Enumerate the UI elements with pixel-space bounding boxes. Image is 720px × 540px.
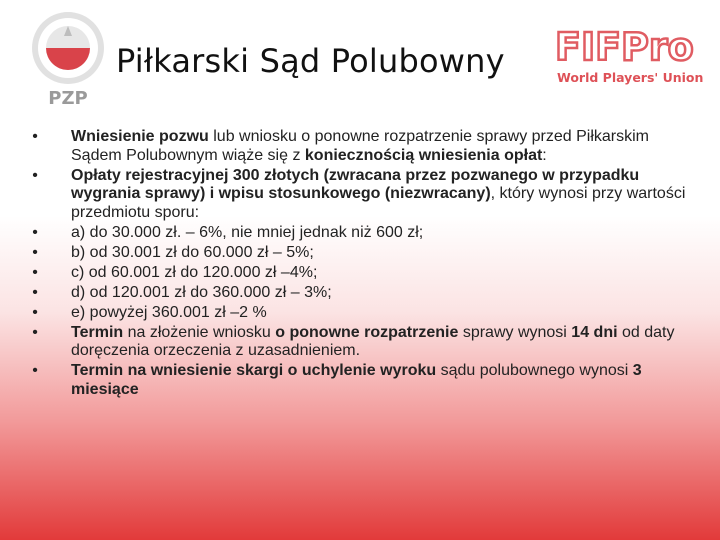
bullet-text: lub wniosku o ponowne rozpatrzenie sprawy przed Piłkarskim Sądem Polubownym wiąże się z bbox=[71, 128, 649, 164]
bullet-item bbox=[28, 264, 688, 283]
bullet-text-bold: Termin na wniesienie skargi o uchylenie wyroku bbox=[71, 362, 437, 379]
bullet-marker: • bbox=[32, 362, 38, 379]
pzp-logo-text: PZP bbox=[48, 88, 88, 108]
bullet-text-bold: 3 miesiące bbox=[71, 362, 642, 398]
bullet-marker: • bbox=[32, 323, 38, 341]
bullet-text-bold: Termin bbox=[71, 323, 124, 341]
bullet-text: b) od 30.001 zł do 60.000 zł – 5%; bbox=[71, 243, 314, 261]
bullet-text: od daty doręczenia orzeczenia z uzasadnieniem. bbox=[71, 323, 675, 359]
fifpro-logo-sub: World Players' Union bbox=[557, 70, 704, 85]
bullet-text-bold: Wniesienie pozwu bbox=[71, 128, 209, 145]
bullet-marker: • bbox=[32, 303, 38, 321]
bullet-item bbox=[28, 224, 688, 243]
bullet-item bbox=[28, 128, 688, 165]
bullet-text: e) powyżej 360.001 zł –2 % bbox=[71, 303, 267, 321]
bullet-marker: • bbox=[32, 128, 38, 145]
bullet-marker: • bbox=[32, 243, 38, 261]
bullet-text: sądu polubownego wynosi bbox=[436, 362, 633, 379]
bullet-text: , który wynosi przy wartości przedmiotu sporu: bbox=[71, 185, 686, 221]
bullet-item bbox=[28, 167, 688, 223]
bullet-item bbox=[28, 324, 688, 361]
bullet-text-bold: koniecznością wniesienia opłat bbox=[304, 146, 543, 164]
bullet-marker: • bbox=[32, 283, 38, 301]
bullet-item bbox=[28, 362, 688, 399]
bullet-text-bold: 14 dni bbox=[571, 323, 618, 341]
page-title: Piłkarski Sąd Polubowny bbox=[116, 42, 505, 80]
bullet-text-bold: o ponowne rozpatrzenie bbox=[275, 323, 459, 341]
bullet-marker: • bbox=[32, 263, 38, 281]
bullet-text-bold: Opłaty rejestracyjnej 300 złotych (zwracana przez pozwanego w przypadku wygrania sprawy) i wpisu stosunkowego (niezwracany) bbox=[71, 166, 640, 202]
bullet-text: a) do 30.000 zł. – 6%, nie mniej jednak niż 600 zł; bbox=[71, 223, 424, 241]
bullet-list bbox=[28, 128, 688, 401]
bullet-text: na złożenie wniosku bbox=[123, 323, 276, 341]
bullet-text: : bbox=[542, 146, 547, 164]
bullet-marker: • bbox=[32, 223, 38, 241]
bullet-item bbox=[28, 284, 688, 303]
bullet-text: d) od 120.001 zł do 360.000 zł – 3%; bbox=[71, 283, 332, 301]
bullet-item bbox=[28, 304, 688, 323]
fifpro-logo-main: FIFPro bbox=[555, 25, 694, 69]
bullet-item bbox=[28, 244, 688, 263]
bullet-text: c) od 60.001 zł do 120.000 zł –4%; bbox=[71, 263, 318, 281]
pzp-logo bbox=[28, 8, 108, 108]
bullet-marker: • bbox=[32, 166, 38, 184]
bullet-text: sprawy wynosi bbox=[458, 323, 572, 341]
fifpro-logo bbox=[553, 22, 711, 88]
